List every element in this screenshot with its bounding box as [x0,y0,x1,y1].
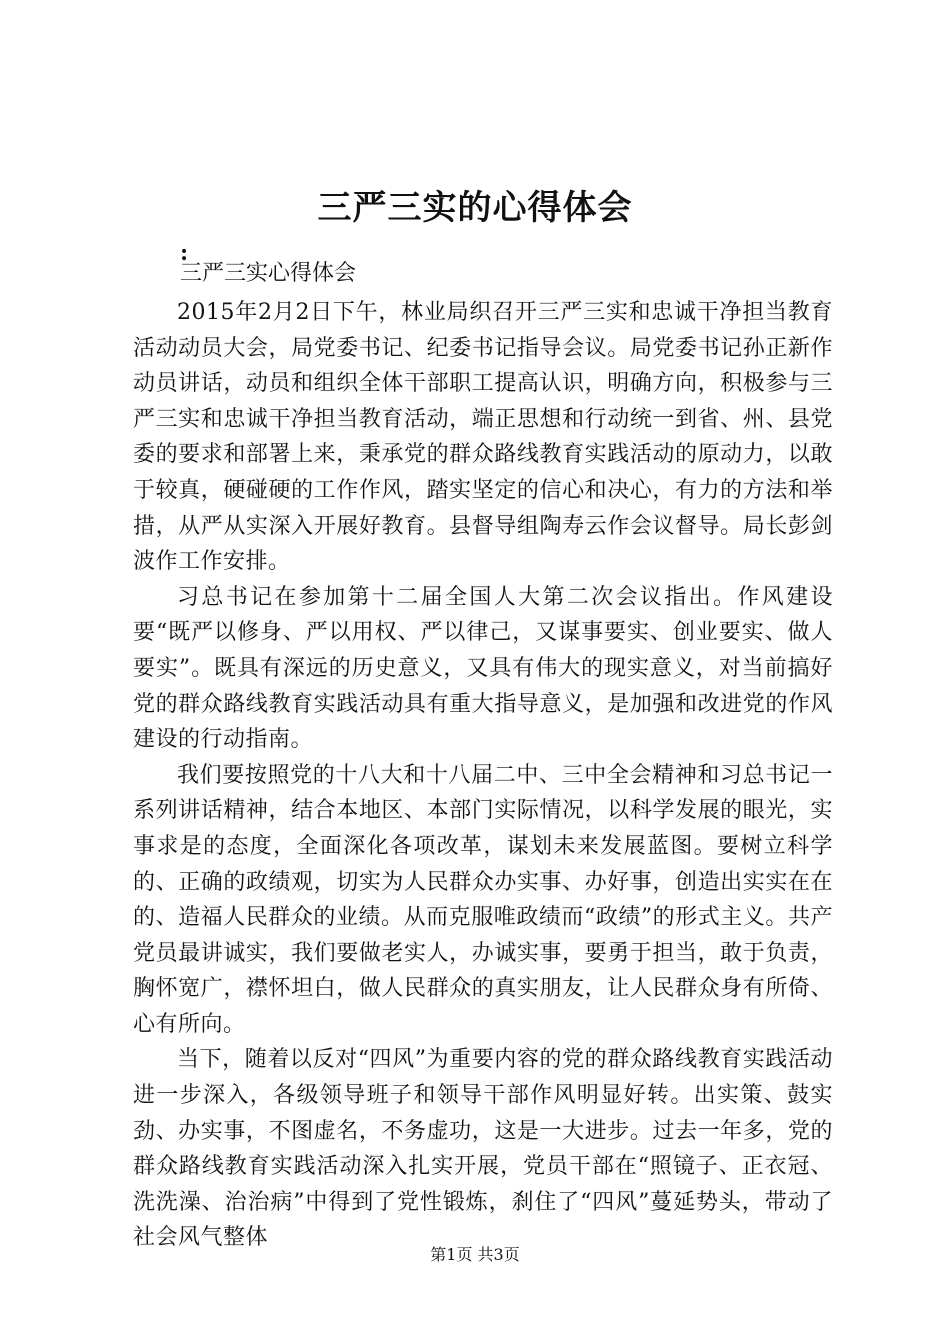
document-title: 三严三实的心得体会 [317,188,633,228]
paragraph-3: 我们要按照党的十八大和十八届二中、三中全会精神和习总书记一系列讲话精神，结合本地区、本部门实际情况，以科学发展的眼光，实事求是的态度，全面深化各项改革，谋划未来发展蓝图。要树立科学的、正确的政绩观，切实为人民群众办实事、办好事，创造出实实在在的、造福人民群众的业绩。从而克服唯政绩而“政绩”的形式主义。共产党员最讲诚实，我们要做老实人，办诚实事，要勇于担当，敢于负责，胸怀宽广，襟怀坦白，做人民群众的真实朋友，让人民群众身有所倚、心有所向。 [133,762,833,1037]
document-subtitle: 三严三实心得体会 [180,261,357,286]
paragraph-2: 习总书记在参加第十二届全国人大第二次会议指出。作风建设要“既严以修身、严以用权、严以律己，又谋事要实、创业要实、做人要实”。既具有深远的历史意义，又具有伟大的现实意义，对当前搞好党的群众路线教育实践活动具有重大指导意义，是加强和改进党的作风建设的行动指南。 [133,584,833,753]
page-footer: 第1页 共3页 [430,1245,520,1264]
paragraph-1: 2015年2月2日下午，林业局织召开三严三实和忠诚干净担当教育活动动员大会，局党委书记、纪委书记指导会议。局党委书记孙正新作动员讲话，动员和组织全体干部职工提高认识，明确方向，积极参与三严三实和忠诚干净担当教育活动，端正思想和行动统一到省、州、县党委的要求和部署上来，秉承党的群众路线教育实践活动的原动力，以敢于较真，硬碰硬的工作作风，踏实坚定的信心和决心，有力的方法和举措，从严从实深入开展好教育。县督导组陶寿云作会议督导。局长彭剑波作工作安排。 [133,300,833,575]
colon-mark: : [180,240,189,266]
document-body [133,295,833,1256]
paragraph-4: 当下，随着以反对“四风”为重要内容的党的群众路线教育实践活动进一步深入，各级领导班子和领导干部作风明显好转。出实策、鼓实劲、办实事，不图虚名，不务虚功，这是一大进步。过去一年多，党的群众路线教育实践活动深入扎实开展，党员干部在“照镜子、正衣冠、洗洗澡、治治病”中得到了党性锻炼，刹住了“四风”蔓延势头，带动了社会风气整体 [133,1047,833,1251]
